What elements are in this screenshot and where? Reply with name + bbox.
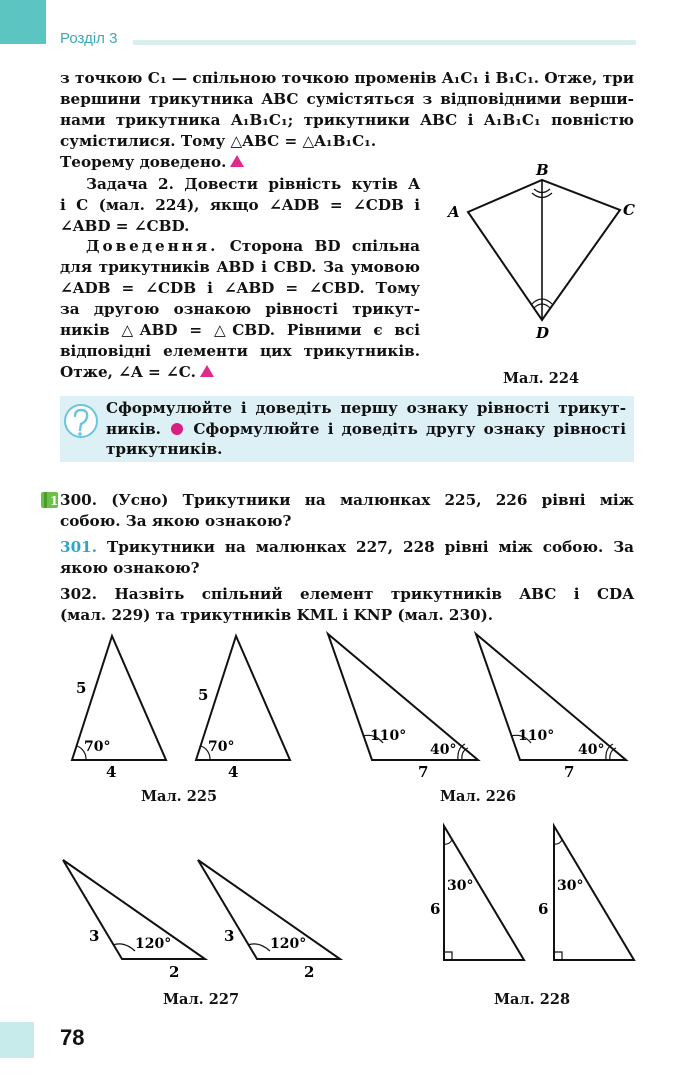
fig226-angle-110-label: 110°: [370, 728, 407, 744]
header-accent-block: [0, 0, 46, 44]
proof2-line-1: [86, 236, 420, 257]
fig226-side-7-label-2: 7: [564, 763, 575, 780]
exercise-302-text: Назвіть спільний елемент трикутників ABC і CDA: [114, 585, 634, 603]
question-line-3: трикутників.: [106, 440, 223, 459]
oral-exercise-icon: [40, 490, 60, 510]
fig225-side-5-label: 5: [76, 679, 87, 697]
proof-line-5: [60, 152, 244, 173]
section-title: Розділ 3: [60, 30, 118, 47]
exercise-301-line-1: [60, 537, 634, 558]
figure-225-caption: Мал. 225: [141, 788, 218, 805]
figure-227-caption: Мал. 227: [163, 991, 240, 1008]
fig225-angle-label-2: 70°: [208, 739, 235, 755]
figure-227: [55, 855, 355, 985]
figure-228-caption: Мал. 228: [494, 991, 571, 1008]
fig226-angle-40-label: 40°: [430, 742, 457, 758]
proof-line-4: сумістилися. Тому △ABC = △A₁B₁C₁.: [60, 132, 377, 150]
fig228-side-6-label-2: 6: [538, 900, 549, 918]
header-rule: [133, 40, 636, 45]
fig225-side-4-label-2: 4: [228, 763, 239, 780]
fig227-side-3-label-2: 3: [224, 927, 235, 945]
proof-line-1: з точкою C₁ — спільною точкою променів A₁C₁ і B₁C₁. Отже, три: [60, 69, 634, 87]
bullet-dot-icon: [171, 423, 183, 435]
review-questions: [106, 398, 626, 460]
task2-line-1: Задача 2. Довести рівність кутів A: [86, 175, 420, 193]
exercise-302-number: 302.: [60, 585, 97, 603]
exercise-300-number: 300.: [60, 491, 97, 509]
fig226-angle-40-label-2: 40°: [578, 742, 605, 758]
end-of-proof-icon: [230, 155, 244, 167]
proof2-line-4: за другою ознакою рівності трикут-: [60, 300, 420, 318]
question-line-1: Сформулюйте і доведіть першу ознаку рівності трикут-: [106, 399, 626, 417]
fig227-side-2-label-2: 2: [304, 963, 315, 981]
fig227-side-2-label: 2: [169, 963, 180, 981]
question-text-2a: ників.: [106, 419, 161, 438]
fig227-side-3-label: 3: [89, 927, 100, 945]
question-line-2: [106, 419, 626, 440]
vertex-d-label: D: [536, 324, 550, 342]
exercise-301-line-2: якою ознакою?: [60, 559, 200, 577]
proof-line-2: вершини трикутника ABC сумістяться з відповідними верши-: [60, 90, 634, 108]
proof-line-3: нами трикутника A₁B₁C₁; трикутники ABC і A₁B₁C₁ повністю: [60, 111, 634, 129]
fig228-angle-label: 30°: [447, 878, 474, 894]
fig228-side-6-label: 6: [430, 900, 441, 918]
exercise-302-line-2: (мал. 229) та трикутників KML і KNP (мал. 230).: [60, 606, 494, 624]
task2-line-3: ∠ABD = ∠CBD.: [60, 217, 190, 235]
fig228-angle-label-2: 30°: [557, 878, 584, 894]
fig226-angle-110-label-2: 110°: [518, 728, 555, 744]
figure-225: [60, 630, 320, 780]
fig225-side-4-label: 4: [106, 763, 117, 780]
figure-226-caption: Мал. 226: [440, 788, 517, 805]
theorem-proved-text: Теорему доведено.: [60, 153, 227, 171]
fig226-side-7-label: 7: [418, 763, 429, 780]
exercise-300-line-2: собою. За якою ознакою?: [60, 512, 292, 530]
proof2-line-6: відповідні елементи цих трикутників.: [60, 342, 420, 360]
proof2-line-3: ∠ADB = ∠CDB і ∠ABD = ∠CBD. Тому: [60, 279, 420, 297]
footer-accent-block: [0, 1022, 34, 1058]
figure-228: [420, 820, 640, 970]
proof2-line-5: ників △ABD = △CBD. Рівними є всі: [60, 321, 420, 339]
exercise-300-text: (Усно) Трикутники на малюнках 225, 226 рівні між: [111, 491, 634, 509]
proof2-text-7: Отже, ∠A = ∠C.: [60, 363, 196, 381]
question-icon: [62, 402, 100, 440]
exercise-301-text: Трикутники на малюнках 227, 228 рівні між собою. За: [106, 538, 635, 556]
fig227-angle-label-2: 120°: [270, 936, 307, 952]
task2-line-2: і C (мал. 224), якщо ∠ADB = ∠CDB і: [60, 196, 420, 214]
exercise-302-line-1: [60, 584, 634, 605]
svg-text:1: 1: [50, 494, 59, 508]
proof-heading: Доведення.: [86, 237, 219, 255]
vertex-a-label: A: [448, 203, 460, 221]
page-number: 78: [60, 1025, 85, 1050]
fig225-side-5-label-2: 5: [198, 686, 209, 704]
proof2-line-2: для трикутників ABD і CBD. За умовою: [60, 258, 420, 276]
exercise-300-line-1: [60, 490, 634, 511]
vertex-b-label: B: [536, 161, 549, 179]
end-of-proof-icon: [200, 365, 214, 377]
figure-226: [320, 630, 640, 780]
fig227-angle-label: 120°: [135, 936, 172, 952]
proof2-text-1: Сторона BD спільна: [218, 237, 420, 255]
exercise-301-number: 301.: [60, 538, 97, 556]
figure-224: [440, 160, 640, 350]
fig225-angle-label: 70°: [84, 739, 111, 755]
question-text-2b: Сформулюйте і доведіть другу ознаку рівності: [193, 419, 626, 438]
vertex-c-label: C: [623, 201, 635, 219]
figure-224-caption: Мал. 224: [503, 370, 580, 387]
proof2-line-7: [60, 362, 214, 383]
